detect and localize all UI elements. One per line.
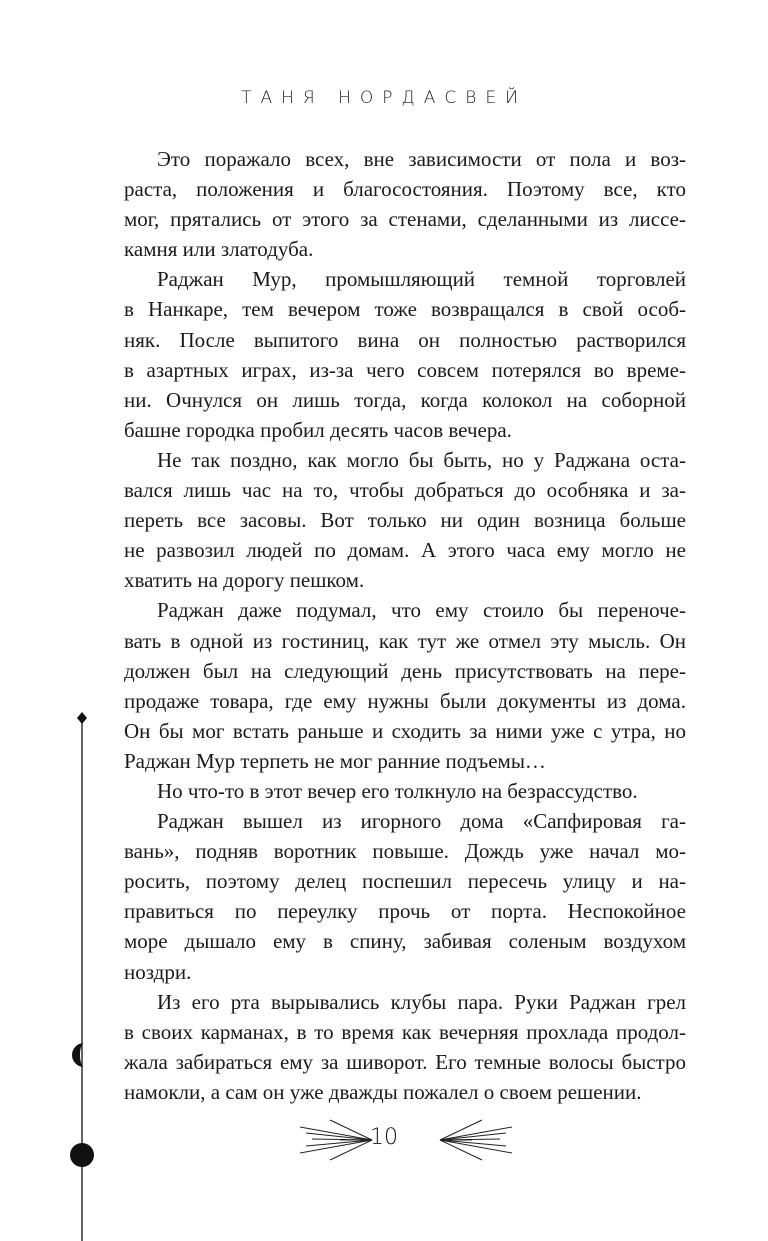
- text-line: росить, поэтому делец поспешил пересечь улицу и на-: [124, 869, 686, 894]
- text-line: вать в одной из гостиниц, как тут же отмел эту мысль. Он: [124, 628, 686, 653]
- text-line: вался лишь час на то, чтобы добраться до особняка и за-: [124, 478, 686, 503]
- text-line: няк. После выпитого вина он полностью растворился: [124, 327, 686, 352]
- text-line: намокли, а сам он уже дважды пожалел о своем решении.: [124, 1079, 642, 1104]
- text-line: жала забираться ему за шиворот. Его темные волосы быстро: [124, 1049, 686, 1074]
- text-line: Раджан Мур, промышляющий темной торговлей: [157, 267, 686, 292]
- full-moon-icon: [70, 1143, 94, 1167]
- text-line: правиться по переулку прочь от порта. Неспокойное: [124, 899, 686, 924]
- text-line: хватить на дорогу пешком.: [124, 568, 365, 593]
- text-line: ни. Очнулся он лишь тогда, когда колокол на соборной: [124, 387, 686, 412]
- text-line: раста, положения и благосостояния. Поэтому все, кто: [124, 177, 686, 202]
- text-line: в Нанкаре, тем вечером тоже возвращался в свой особ-: [124, 297, 686, 322]
- text-line: не развозил людей по домам. А этого часа ему могло не: [124, 538, 686, 563]
- text-line: камня или златодуба.: [124, 237, 314, 262]
- text-line: Но что-то в этот вечер его толкнуло на безрассудство.: [157, 778, 638, 803]
- text-line: Раджан даже подумал, что ему стоило бы переноче-: [157, 598, 686, 623]
- text-line: Из его рта вырывались клубы пара. Руки Раджан грел: [157, 989, 686, 1014]
- text-line: башне городка пробил десять часов вечера.: [124, 417, 512, 442]
- text-line: продаже товара, где ему нужны были документы из дома.: [124, 688, 686, 713]
- text-line: море дышало ему в спину, забивая соленым воздухом: [124, 929, 686, 954]
- text-line: вань», подняв воротник повыше. Дождь уже начал мо-: [124, 839, 686, 864]
- text-line: Не так поздно, как могло бы быть, но у Раджана оста-: [157, 447, 686, 472]
- text-line: Это поражало всех, вне зависимости от пола и воз-: [157, 147, 686, 171]
- page-number: 10: [370, 1125, 398, 1150]
- text-line: переть все засовы. Вот только ни один возница больше: [124, 508, 686, 533]
- diamond-icon: [77, 712, 87, 724]
- text-line: Раджан вышел из игорного дома «Сапфировая га-: [157, 809, 686, 834]
- running-header: ТАНЯ НОРДАСВЕЙ: [241, 88, 527, 108]
- text-line: Он бы мог встать раньше и сходить за ними уже с утра, но: [124, 718, 686, 743]
- text-line: ноздри.: [124, 959, 192, 984]
- text-line: в азартных играх, из-за чего совсем потерялся во време-: [124, 357, 686, 382]
- text-line: должен был на следующий день присутствовать на пере-: [124, 658, 686, 683]
- text-line: мог, прятались от этого за стенами, сделанными из лиссе-: [124, 207, 686, 232]
- text-line: Раджан Мур терпеть не мог ранние подъемы…: [124, 748, 546, 773]
- text-line: в своих карманах, в то время как вечерняя прохлада продол-: [124, 1019, 686, 1044]
- starburst-right-icon: [440, 1120, 512, 1160]
- crescent-moon-icon: [78, 933, 90, 957]
